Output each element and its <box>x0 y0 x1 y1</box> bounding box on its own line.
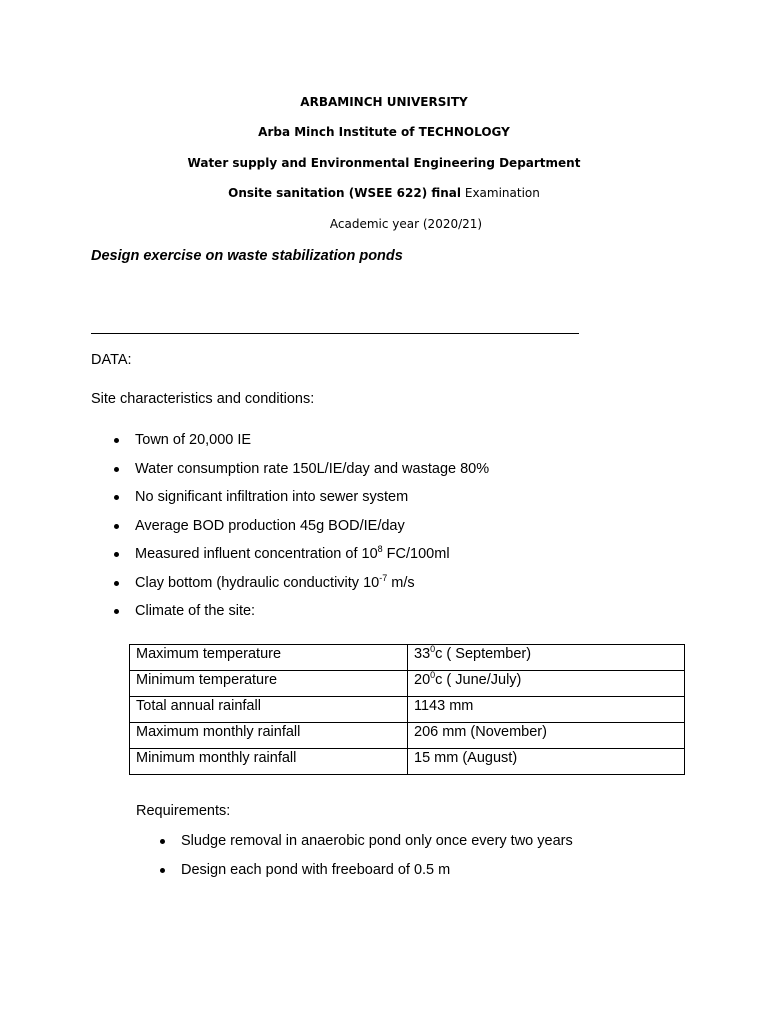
list-item: Climate of the site: <box>112 601 489 630</box>
table-cell-value: $33^0c$ ( September) <box>408 645 685 671</box>
list-item: Water consumption rate 150L/IE/day and wastage 80% <box>112 459 489 488</box>
table-cell-label: Maximum monthly rainfall <box>130 723 408 749</box>
requirements-label: Requirements: <box>136 803 231 819</box>
exercise-title: Design exercise on waste stabilization ponds <box>91 248 403 264</box>
data-label: DATA: <box>91 352 132 368</box>
list-item: Town of 20,000 IE <box>112 430 489 459</box>
institute-name: Arba Minch Institute of TECHNOLOGY <box>258 125 510 139</box>
climate-table <box>129 644 685 775</box>
table-cell-value: 1143 mm <box>408 697 685 723</box>
table-cell-label: Total annual rainfall <box>130 697 408 723</box>
list-item: Design each pond with freeboard of 0.5 m <box>158 860 573 889</box>
requirements-list <box>158 831 573 889</box>
table-cell-value: $20^0c$ ( June/July) <box>408 671 685 697</box>
table-cell-label: Minimum temperature <box>130 671 408 697</box>
table-cell-value: 206 mm (November) <box>408 723 685 749</box>
table-row <box>130 671 685 697</box>
site-characteristics-label: Site characteristics and conditions: <box>91 391 315 407</box>
list-item: Clay bottom (hydraulic conductivity $10^{-7}$ m/s <box>112 573 489 602</box>
site-conditions-list <box>112 430 489 630</box>
department-name: Water supply and Environmental Engineering Department <box>187 156 581 170</box>
university-name: ARBAMINCH UNIVERSITY <box>300 95 468 109</box>
table-cell-value: 15 mm (August) <box>408 749 685 775</box>
list-item: Measured influent concentration of $10^8$ FC/100ml <box>112 544 489 573</box>
list-item: No significant infiltration into sewer system <box>112 487 489 516</box>
divider-line <box>91 333 579 334</box>
table-cell-label: Maximum temperature <box>130 645 408 671</box>
course-line: Onsite sanitation (WSEE 622) final Examination <box>228 186 540 200</box>
table-row <box>130 723 685 749</box>
table-row <box>130 697 685 723</box>
list-item: Sludge removal in anaerobic pond only once every two years <box>158 831 573 860</box>
table-cell-label: Minimum monthly rainfall <box>130 749 408 775</box>
academic-year: Academic year (2020/21) <box>329 217 483 231</box>
table-row <box>130 645 685 671</box>
table-row <box>130 749 685 775</box>
list-item: Average BOD production 45g BOD/IE/day <box>112 516 489 545</box>
